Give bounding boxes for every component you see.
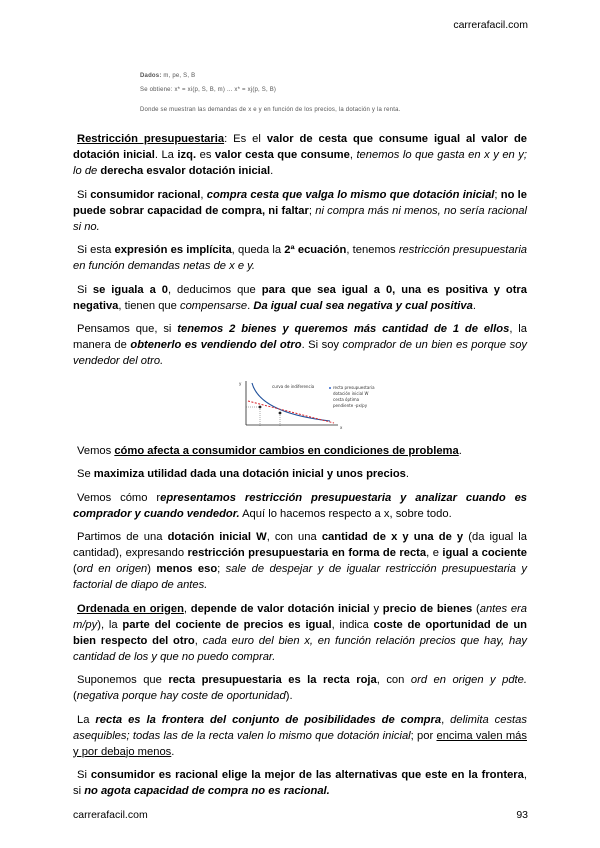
text-run: . xyxy=(458,444,462,457)
legend-line-1: recta presupuestaria xyxy=(333,384,375,390)
paragraph xyxy=(73,187,527,235)
curve-label: curva de indiferencia xyxy=(272,383,315,389)
text-run: , deducimos que xyxy=(167,283,262,296)
fragment-line-2 xyxy=(140,87,276,93)
text-run: negativa porque hay coste de oportunidad xyxy=(76,690,286,702)
text-run: ). xyxy=(285,690,293,702)
paragraph xyxy=(73,282,527,314)
text-run: ( xyxy=(472,602,480,615)
legend-line-4: pendiente -px/py xyxy=(333,402,368,408)
text-run: parte del cociente de precios es igual xyxy=(122,618,332,631)
fragment-line-2-value: x* = xi(p, S, B, m) ... x* = xj(p, S, B) xyxy=(174,87,277,93)
text-run: y xyxy=(369,602,383,615)
text-run: igual a cociente xyxy=(442,547,527,559)
text-run: Restricción presupuestaria xyxy=(77,133,225,145)
text-run: valor dotación inicial xyxy=(158,165,271,177)
text-run: encima valen más y por debajo menos xyxy=(73,729,527,758)
text-run: para que sea igual a 0, una es positiva y otra negativa xyxy=(73,283,527,312)
text-run: , xyxy=(194,634,203,647)
paragraph xyxy=(73,712,527,760)
text-run: cantidad de x y una de y xyxy=(321,531,464,543)
text-run: obtenerlo es vendiendo del otro xyxy=(130,339,302,351)
text-run: coste de oportunidad de un bien respecto del otro xyxy=(73,618,527,647)
text-run: : Es el xyxy=(224,133,267,145)
text-run: . xyxy=(405,468,409,480)
text-run: Si xyxy=(77,188,91,201)
fragment-line-1-value: m, pe, S, B xyxy=(163,73,196,79)
text-run: compra cesta que valga lo mismo que dotación inicial xyxy=(206,188,495,201)
text-run: , queda la xyxy=(231,244,285,256)
text-run: , xyxy=(200,188,207,201)
text-run: recta es la frontera del conjunto de posibilidades de compra xyxy=(95,713,442,726)
text-run: valor de cesta que consume igual al valor de dotación inicial xyxy=(73,133,528,161)
text-run: dotación inicial W xyxy=(167,531,267,543)
text-run: restricción presupuestaria en función demandas netas de x e y. xyxy=(73,244,528,272)
text-run: ; por xyxy=(410,729,437,742)
text-run: izq. xyxy=(177,149,197,161)
text-run: Si xyxy=(77,769,91,781)
text-run: derecha es xyxy=(97,165,159,177)
text-run: , la manera de xyxy=(73,323,527,351)
paragraph xyxy=(73,131,527,179)
text-run: Aquí lo hacemos respecto a x, sobre todo. xyxy=(239,507,452,520)
paragraph xyxy=(73,601,527,665)
text-run: . La xyxy=(154,149,178,161)
text-run: , xyxy=(183,602,191,615)
text-run: , xyxy=(349,149,357,161)
text-run: antes era m/py xyxy=(73,602,527,631)
text-run: menos eso xyxy=(156,563,218,575)
text-run: Se xyxy=(77,468,94,480)
text-run: ord en origen xyxy=(76,563,148,575)
text-run: tenemos lo que gasta en x y en y; lo de xyxy=(73,149,527,177)
text-run: La xyxy=(77,713,96,726)
text-run: , e xyxy=(426,547,443,559)
text-run: tenemos 2 bienes y queremos más cantidad de 1 de ellos xyxy=(177,323,510,335)
text-run: Ordenada en origen xyxy=(77,602,184,615)
y-axis-label: y xyxy=(239,380,242,386)
text-run: Vemos xyxy=(77,444,115,457)
legend-line-2: dotación inicial W xyxy=(333,390,369,396)
legend-line-3: cesta óptima xyxy=(333,396,360,402)
text-run: (da igual la cantidad), expresando xyxy=(73,531,527,559)
text-run: valor cesta que consume xyxy=(214,149,350,161)
text-run: compensarse xyxy=(179,299,248,312)
text-run: . xyxy=(247,299,254,312)
text-run: expresión es implícita xyxy=(114,244,232,256)
text-run: maximiza utilidad dada una dotación inicial y unos precios xyxy=(93,468,406,480)
text-run: epresentamos restricción presupuestaria y analizar cuando es comprador y cuando vendedor. xyxy=(73,491,528,520)
endowment-point xyxy=(259,405,262,408)
text-run: Da igual cual sea negativa y cual positiva xyxy=(253,299,473,312)
fragment-line-1-label: Dados: xyxy=(140,73,162,79)
text-run: comprador de un bien es porque soy vendedor del otro. xyxy=(73,339,528,367)
text-run: es xyxy=(196,149,215,161)
text-run: , con una xyxy=(266,531,322,543)
text-run: Partimos de una xyxy=(77,531,168,543)
budget-constraint-figure xyxy=(230,377,375,433)
x-axis-label: x xyxy=(340,424,343,430)
text-run: cada euro del bien x, en función relación precios que hay, hay cantidad de los y que no puedo comprar. xyxy=(73,634,528,663)
text-run: , tenemos xyxy=(346,244,399,256)
text-run: Si xyxy=(77,283,93,296)
text-run: ), la xyxy=(97,618,123,631)
text-run: restricción presupuestaria en forma de recta xyxy=(187,547,427,559)
fragment-line-3: Donde se muestran las demandas de x e y en función de los precios, la dotación y la renta. xyxy=(140,107,401,113)
page-number: 93 xyxy=(516,809,528,821)
text-run: . Si soy xyxy=(301,339,343,351)
text-run: , xyxy=(441,713,451,726)
text-run: no le puede sobrar capacidad de compra, ni faltar xyxy=(73,188,528,217)
text-run: , con xyxy=(376,674,411,686)
paragraph xyxy=(73,242,527,274)
text-run: no agota capacidad de compra no es racional. xyxy=(84,785,330,797)
text-run: . xyxy=(171,745,175,758)
paragraph xyxy=(73,767,527,799)
text-run: . xyxy=(472,299,476,312)
text-run: consumidor racional xyxy=(90,188,201,201)
paragraph xyxy=(73,529,527,593)
text-run: , indica xyxy=(331,618,374,631)
fragment-line-1 xyxy=(140,73,195,79)
paragraph xyxy=(73,490,527,522)
text-run: ( xyxy=(73,690,77,702)
budget-line xyxy=(248,401,334,423)
text-run: 2ª ecuación xyxy=(284,244,347,256)
text-run: consumidor es racional elige la mejor de las alternativas que este en la frontera xyxy=(90,769,524,781)
text-run: se iguala a 0 xyxy=(92,283,168,296)
text-run: delimita cestas asequibles; todas las de la recta valen lo mismo que dotación inicial xyxy=(73,713,527,742)
fragment-line-2-label: Se obtiene: xyxy=(140,87,173,93)
text-run: recta presupuestaria es la recta roja xyxy=(168,674,377,686)
paragraph xyxy=(73,672,527,704)
text-run: ( xyxy=(73,563,77,575)
text-run: cómo afecta a consumidor cambios en condiciones de problema xyxy=(114,444,459,457)
text-run: depende de valor dotación inicial xyxy=(190,602,370,615)
text-run: ; xyxy=(217,563,226,575)
text-run: , tienen que xyxy=(118,299,180,312)
text-run: ; xyxy=(308,204,316,217)
document-body xyxy=(73,131,527,807)
legend-dot xyxy=(329,387,331,389)
optimal-point xyxy=(279,411,282,414)
text-run: , si xyxy=(73,769,527,797)
text-run: Pensamos que, si xyxy=(77,323,178,335)
paragraph xyxy=(73,466,527,482)
text-run: ) xyxy=(147,563,157,575)
text-run: ; xyxy=(494,188,501,201)
text-run: ord en origen y pdte. xyxy=(410,674,527,686)
text-run: Vemos cómo r xyxy=(77,491,161,504)
header-site: carrerafacil.com xyxy=(453,19,528,31)
text-run: sale de despejar y de igualar restricción presupuestaria y factorial de diapo de antes. xyxy=(73,563,527,591)
text-run: precio de bienes xyxy=(382,602,473,615)
text-run: ni compra más ni menos, no sería racional si no. xyxy=(73,204,527,233)
footer-site: carrerafacil.com xyxy=(73,809,148,821)
paragraph xyxy=(73,321,527,369)
paragraph xyxy=(73,443,527,459)
text-run: Si esta xyxy=(77,244,115,256)
text-run: . xyxy=(270,165,274,177)
text-run: Suponemos que xyxy=(77,674,169,686)
